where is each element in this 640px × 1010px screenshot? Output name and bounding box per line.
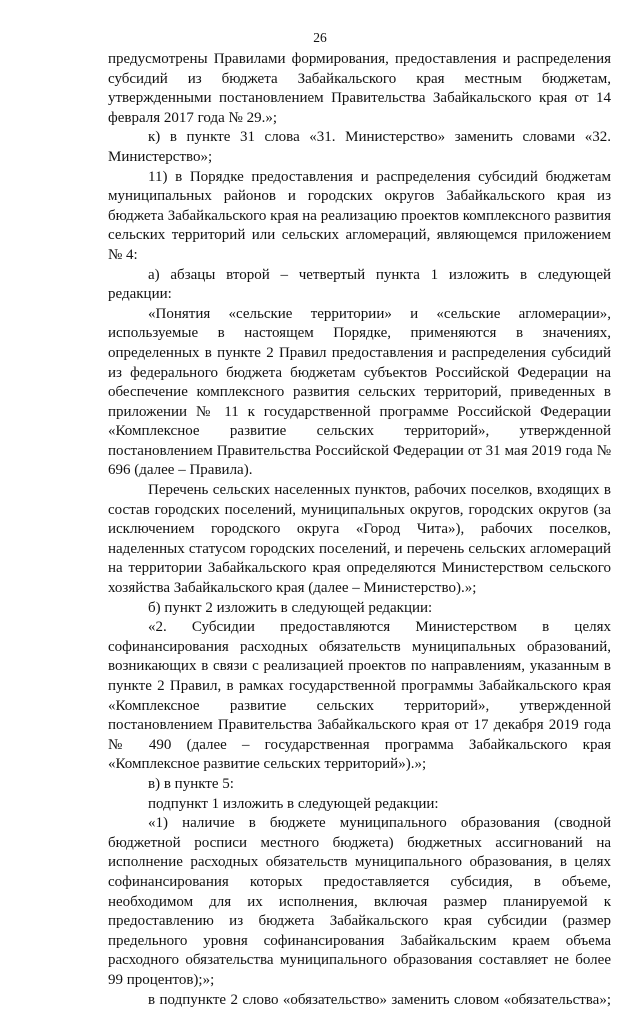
paragraph: «2. Субсидии предоставляются Министерством в целях софинансирования расходных обязательств муниципальных образований, возникающих в связи с реализацией проектов по направлениям, указанным в пункте 2 Правил, в рамках государственной программы Забайкальского края «Комплексное развитие сельских территорий», утвержденной постановлением Правительства Забайкальского края от 17 декабря 2019 года № 490 (далее – государственная программа Забайкальского края «Комплексное развитие сельских территорий»).»; — [108, 618, 611, 775]
paragraph: Перечень сельских населенных пунктов, рабочих поселков, входящих в состав городских поселений, муниципальных округов, городских округов (за исключением городского округа «Город Чита»), рабочих поселков, наделенных статусом городских поселений, и перечень сельских агломераций на территории Забайкальского края определяются Министерством сельского хозяйства Забайкальского края (далее – Министерство).»; — [108, 481, 611, 599]
paragraph: в подпункте 2 слово «обязательство» заменить словом «обязательства»; — [108, 991, 611, 1010]
paragraph: предусмотрены Правилами формирования, предоставления и распределения субсидий из бюджета Забайкальского края местным бюджетам, утвержденными постановлением Правительства Забайкальского края от 14 февраля 2017 года № 29.»; — [108, 50, 611, 128]
paragraph: подпункт 1 изложить в следующей редакции: — [108, 795, 611, 815]
paragraph: «Понятия «сельские территории» и «сельские агломерации», используемые в настоящем Порядке, применяются в значениях, определенных в пункте 2 Правил предоставления и распределения субсидий из федерального бюджета бюджетам субъектов Российской Федерации на обеспечение комплексного развития сельских территорий, приведенных в приложении № 11 к государственной программе Российской Федерации «Комплексное развитие сельских территорий», утвержденной постановлением Правительства Российской Федерации от 31 мая 2019 года № 696 (далее – Правила). — [108, 305, 611, 481]
paragraph: «1) наличие в бюджете муниципального образования (сводной бюджетной росписи местного бюджета) бюджетных ассигнований на исполнение расходных обязательств муниципального образования, в целях софинансирования которых предоставляется субсидия, в объеме, необходимом для их исполнения, включая размер планируемой к предоставлению из бюджета Забайкальского края субсидии (размер предельного уровня софинансирования Забайкальским краем объема расходного обязательства муниципального образования составляет не более 99 процентов);»; — [108, 814, 611, 990]
page-number: 26 — [0, 30, 640, 46]
paragraph: в) в пункте 5: — [108, 775, 611, 795]
paragraph: б) пункт 2 изложить в следующей редакции: — [108, 599, 611, 619]
paragraph: 11) в Порядке предоставления и распределения субсидий бюджетам муниципальных районов и городских округов Забайкальского края из бюджета Забайкальского края на реализацию проектов комплексного развития сельских территорий или сельских агломераций, являющемся приложением № 4: — [108, 168, 611, 266]
document-body — [108, 50, 611, 1010]
paragraph: а) абзацы второй – четвертый пункта 1 изложить в следующей редакции: — [108, 266, 611, 305]
paragraph: к) в пункте 31 слова «31. Министерство» заменить словами «32. Министерство»; — [108, 128, 611, 167]
